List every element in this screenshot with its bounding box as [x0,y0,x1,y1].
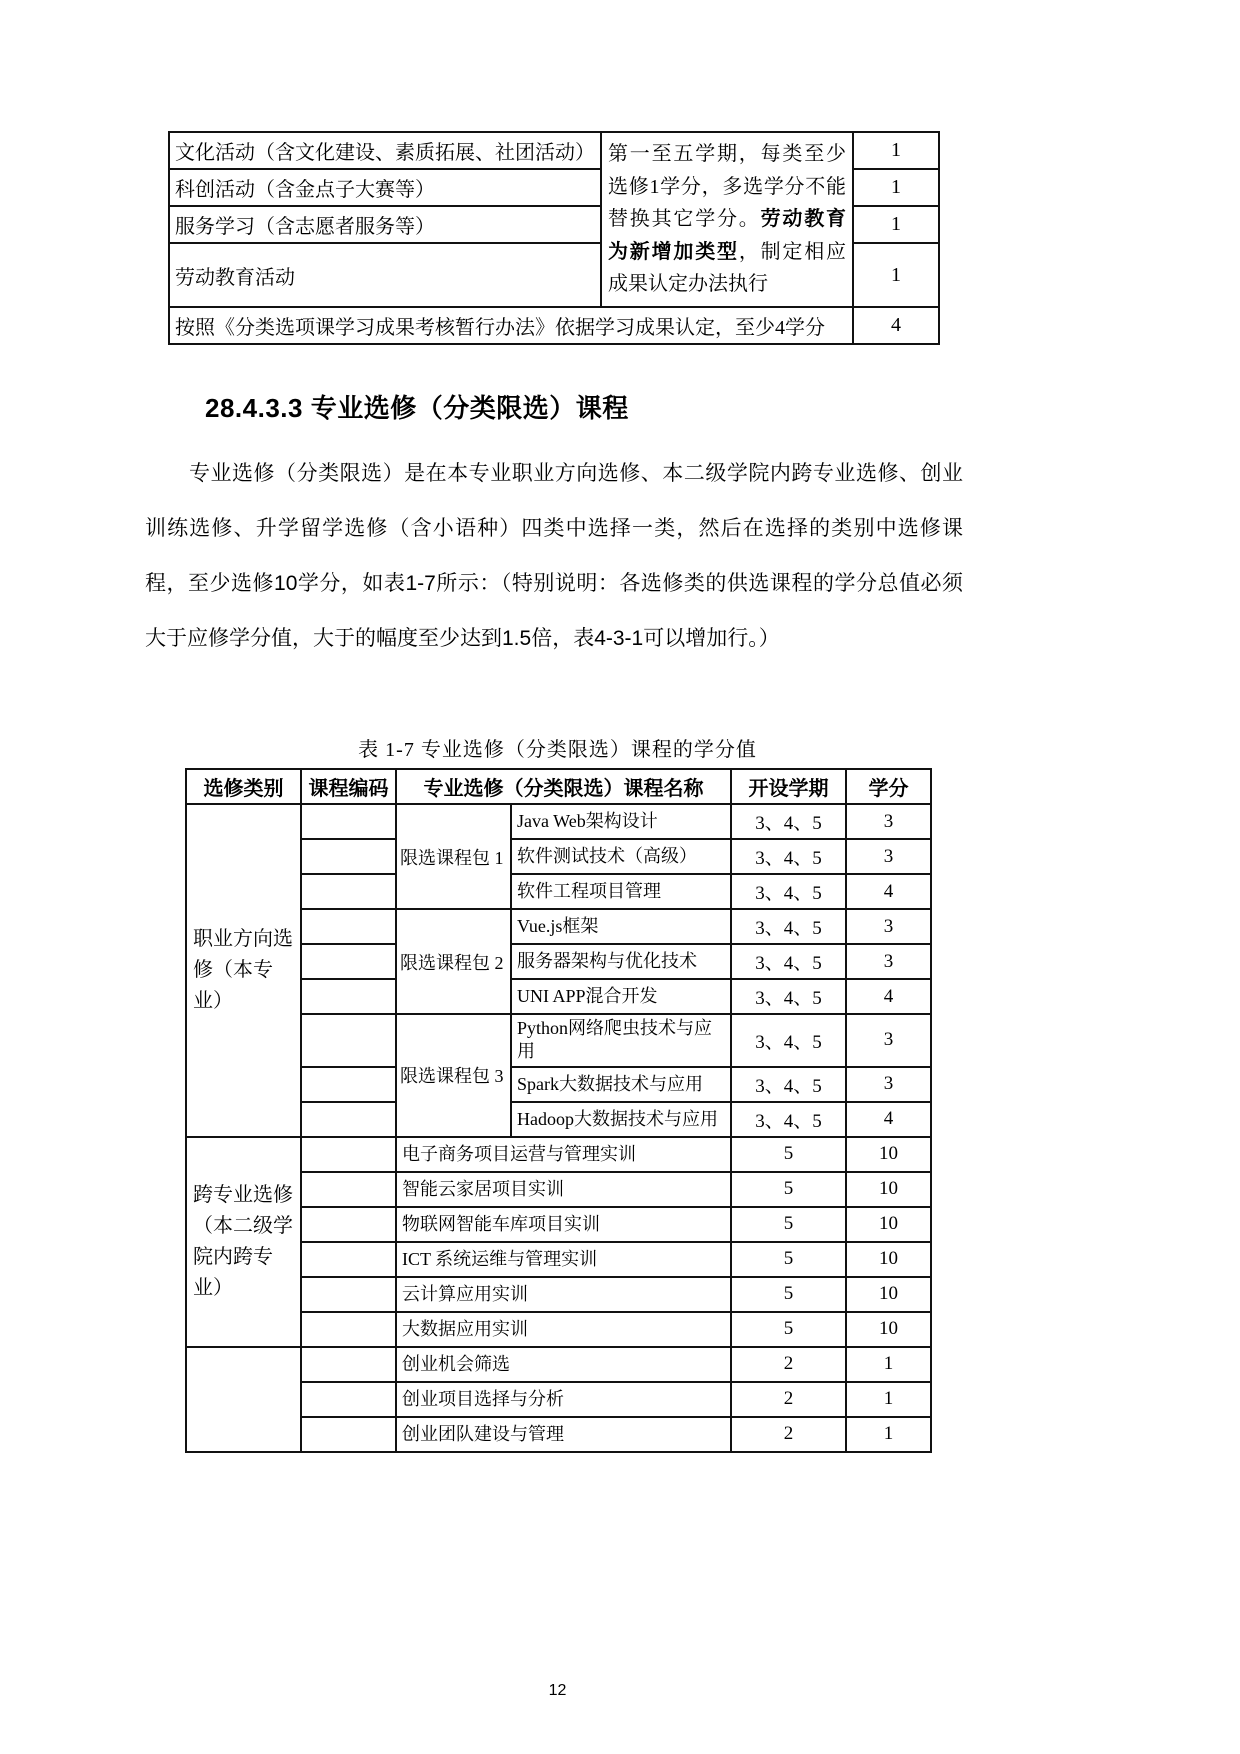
package-cell: 限选课程包 1 [396,804,511,909]
term-cell: 3、4、5 [731,1067,846,1102]
page-number: 12 [548,1682,567,1699]
term-cell: 2 [731,1382,846,1417]
credit-cell: 10 [846,1172,931,1207]
credit-cell: 10 [846,1312,931,1347]
term-cell: 2 [731,1347,846,1382]
footer-label-cell: 按照《分类选项课学习成果考核暂行办法》依据学习成果认定，至少4学分 [169,307,853,344]
activity-label-cell: 服务学习（含志愿者服务等） [169,206,601,243]
course-code-cell [301,874,396,909]
course-code-cell [301,1382,396,1417]
table-caption: 表 1-7 专业选修（分类限选）课程的学分值 [358,739,757,761]
credit-cell: 1 [853,132,939,169]
category-cell: 跨专业选修（本二级学院内跨专业） [186,1137,301,1347]
course-name-cell: Vue.js框架 [511,909,731,944]
course-name-cell: ICT 系统运维与管理实训 [396,1242,731,1277]
header-cell-category: 选修类别 [186,769,301,804]
note-cell [601,132,853,307]
credit-cell: 1 [846,1347,931,1382]
package-cell: 限选课程包 2 [396,909,511,1014]
course-code-cell [301,804,396,839]
package-cell: 限选课程包 3 [396,1014,511,1137]
term-cell: 3、4、5 [731,839,846,874]
course-name-cell: Spark大数据技术与应用 [511,1067,731,1102]
table-row [186,1347,931,1382]
term-cell: 3、4、5 [731,1102,846,1137]
credit-cell: 10 [846,1137,931,1172]
credit-cell: 3 [846,944,931,979]
header-cell-term: 开设学期 [731,769,846,804]
header-cell-code: 课程编码 [301,769,396,804]
credit-cell: 1 [853,206,939,243]
course-name-cell: 软件工程项目管理 [511,874,731,909]
course-name-cell: 电子商务项目运营与管理实训 [396,1137,731,1172]
term-cell: 5 [731,1172,846,1207]
note-text: 第一至五学期，每类至少选修1学分，多选学分不能替换其它学分。 [608,143,846,231]
section-heading: 28.4.3.3 专业选修（分类限选）课程 [205,393,629,423]
course-code-cell [301,1172,396,1207]
course-code-cell [301,1137,396,1172]
header-cell-credit: 学分 [846,769,931,804]
term-cell: 3、4、5 [731,804,846,839]
term-cell: 5 [731,1277,846,1312]
category-cell [186,1347,301,1452]
course-code-cell [301,1207,396,1242]
course-name-cell: Java Web架构设计 [511,804,731,839]
course-name-cell: 云计算应用实训 [396,1277,731,1312]
term-cell: 5 [731,1137,846,1172]
header-cell-course-name: 专业选修（分类限选）课程名称 [396,769,731,804]
course-name-cell: Hadoop大数据技术与应用 [511,1102,731,1137]
credit-cell: 1 [853,243,939,307]
credit-cell: 1 [853,169,939,206]
course-name-cell: 智能云家居项目实训 [396,1172,731,1207]
term-cell: 3、4、5 [731,944,846,979]
course-name-cell: UNI APP混合开发 [511,979,731,1014]
credit-cell: 3 [846,1014,931,1067]
term-cell: 3、4、5 [731,909,846,944]
course-code-cell [301,1277,396,1312]
note-text: ，制定相应成果认定办法执行 [608,240,847,296]
term-cell: 2 [731,1417,846,1452]
header-row [186,769,931,804]
course-code-cell [301,944,396,979]
category-cell: 职业方向选修（本专业） [186,804,301,1137]
course-code-cell [301,909,396,944]
course-code-cell [301,1242,396,1277]
credit-cell: 10 [846,1277,931,1312]
table-row [169,307,939,344]
course-name-cell: 软件测试技术（高级） [511,839,731,874]
course-code-cell [301,1067,396,1102]
activity-label-cell: 劳动教育活动 [169,243,601,307]
activity-label-cell: 科创活动（含金点子大赛等） [169,169,601,206]
term-cell: 3、4、5 [731,979,846,1014]
credit-cell: 4 [846,979,931,1014]
course-code-cell [301,1014,396,1067]
body-paragraph: 专业选修（分类限选）是在本专业职业方向选修、本二级学院内跨专业选修、创业训练选修、升学留学选修（含小语种）四类中选择一类，然后在选择的类别中选修课程，至少选修10学分，如表1-7所示：（特别说明：各选修类的供选课程的学分总值必须大于应修学分值，大于的幅度至少达到1.5倍，表4-3-1可以增加行。） [145,462,963,650]
activity-label-cell: 文化活动（含文化建设、素质拓展、社团活动） [169,132,601,169]
course-code-cell [301,1347,396,1382]
credit-cell: 4 [853,307,939,344]
course-code-cell [301,1312,396,1347]
course-name-cell: 服务器架构与优化技术 [511,944,731,979]
term-cell: 3、4、5 [731,1014,846,1067]
table-row [186,804,931,839]
term-cell: 5 [731,1242,846,1277]
activities-table [168,131,940,345]
credit-cell: 4 [846,874,931,909]
term-cell: 5 [731,1207,846,1242]
credit-cell: 3 [846,839,931,874]
course-name-cell: 大数据应用实训 [396,1312,731,1347]
term-cell: 5 [731,1312,846,1347]
note-text-bold: 劳动教育为新增加类型 [608,208,847,263]
course-code-cell [301,1102,396,1137]
credit-cell: 3 [846,1067,931,1102]
course-name-cell: 创业团队建设与管理 [396,1417,731,1452]
course-name-cell: 创业项目选择与分析 [396,1382,731,1417]
credit-cell: 3 [846,909,931,944]
course-name-cell: Python网络爬虫技术与应用 [511,1014,731,1067]
credit-cell: 3 [846,804,931,839]
table-row [186,1137,931,1172]
electives-table [185,768,932,1453]
course-code-cell [301,979,396,1014]
credit-cell: 4 [846,1102,931,1137]
course-name-cell: 物联网智能车库项目实训 [396,1207,731,1242]
course-code-cell [301,1417,396,1452]
table-row [169,132,939,169]
credit-cell: 1 [846,1417,931,1452]
term-cell: 3、4、5 [731,874,846,909]
credit-cell: 10 [846,1242,931,1277]
course-code-cell [301,839,396,874]
credit-cell: 1 [846,1382,931,1417]
credit-cell: 10 [846,1207,931,1242]
course-name-cell: 创业机会筛选 [396,1347,731,1382]
